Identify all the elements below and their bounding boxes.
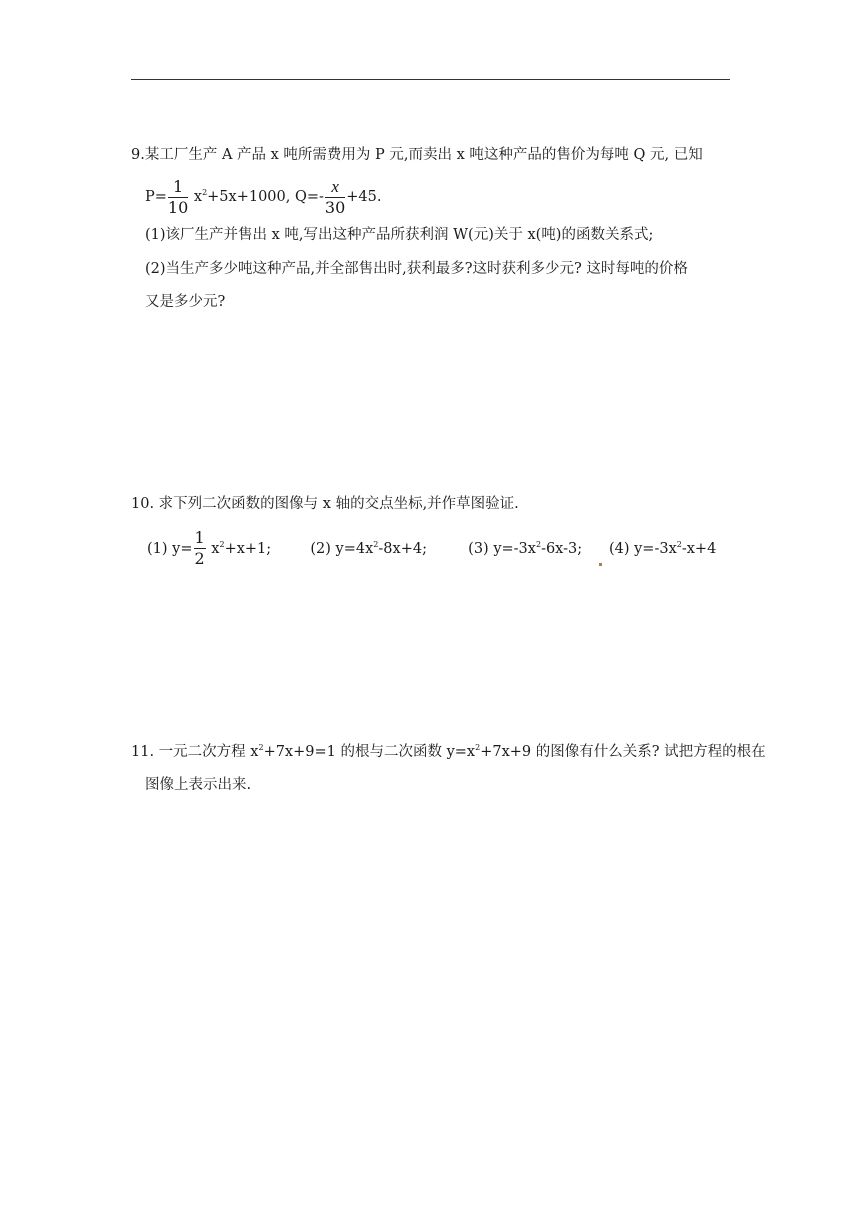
q10-item-2 <box>310 541 427 557</box>
q9-p-x: x <box>189 189 203 205</box>
q10-item-1-exp: 2 <box>219 539 225 549</box>
q10-item-1-x: x <box>206 540 220 557</box>
q9-part2-cont: 又是多少元? <box>145 294 226 310</box>
q11-exp-2: 2 <box>475 743 481 752</box>
q11-line2: 图像上表示出来. <box>145 777 252 793</box>
q10-item-2-exp: 2 <box>373 539 379 549</box>
q9-q-fraction <box>325 178 345 216</box>
q10-item-1-rest: +x+1; <box>224 540 272 557</box>
q11-text-c: +7x+9 的图像有什么关系? 试把方程的根在 <box>480 744 766 760</box>
q10-item-1-lhs: (1) y= <box>147 540 193 557</box>
q10-item-3-exp: 2 <box>535 539 542 549</box>
q10-intro: 10. 求下列二次函数的图像与 x 轴的交点坐标,并作草图验证. <box>131 496 519 512</box>
q10-item-2-lhs: (2) y=4x <box>310 540 374 557</box>
q10-item-1-num: 1 <box>194 528 205 547</box>
q10-item-1-den: 2 <box>194 549 205 568</box>
q10-item-1 <box>147 528 272 568</box>
q9-q-num: x <box>325 178 345 198</box>
q9-p-num: 1 <box>168 179 188 198</box>
q9-p-label: P= <box>145 189 167 205</box>
q10-item-3-rest: -6x-3; <box>541 540 583 557</box>
q9-part2: (2)当生产多少吨这种产品,并全部售出时,获利最多?这时获利多少元? 这时每吨的价格 <box>145 261 688 277</box>
q10-item-3-lhs: (3) y=-3x <box>468 540 536 557</box>
q10-item-4-rest: -x+4 <box>681 540 717 557</box>
q10-item-2-rest: -8x+4; <box>378 540 427 557</box>
q9-p-rest: +5x+1000, Q=- <box>207 189 324 205</box>
q9-q-den: 30 <box>324 198 346 217</box>
q11-exp-1: 2 <box>258 743 264 752</box>
q9-p-den: 10 <box>167 197 189 217</box>
q9-part1: (1)该厂生产并售出 x 吨,写出这种产品所获利润 W(元)关于 x(吨)的函数关系式; <box>145 227 654 243</box>
q10-item-1-fraction <box>194 530 206 567</box>
q11-text-b: +7x+9=1 的根与二次函数 y=x <box>263 744 476 760</box>
q9-p-fraction <box>167 176 189 217</box>
q11-text-a: 11. 一元二次方程 x <box>131 744 259 760</box>
q10-item-4-lhs: (4) y=-3x <box>608 540 677 557</box>
stray-dot-mark <box>599 563 602 566</box>
q9-q-rest: +45. <box>346 189 382 205</box>
q10-items <box>147 530 716 567</box>
q9-intro: 9.某工厂生产 A 产品 x 吨所需费用为 P 元,而卖出 x 吨这种产品的售价为每吨 Q 元, 已知 <box>131 147 703 163</box>
q9-formula <box>145 178 382 216</box>
header-rule <box>131 79 730 80</box>
q11-line1 <box>131 745 766 760</box>
q10-item-4-exp: 2 <box>676 539 682 549</box>
q9-p-exp: 2 <box>202 188 208 197</box>
q10-item-4 <box>609 541 716 557</box>
q10-item-3 <box>468 541 582 557</box>
